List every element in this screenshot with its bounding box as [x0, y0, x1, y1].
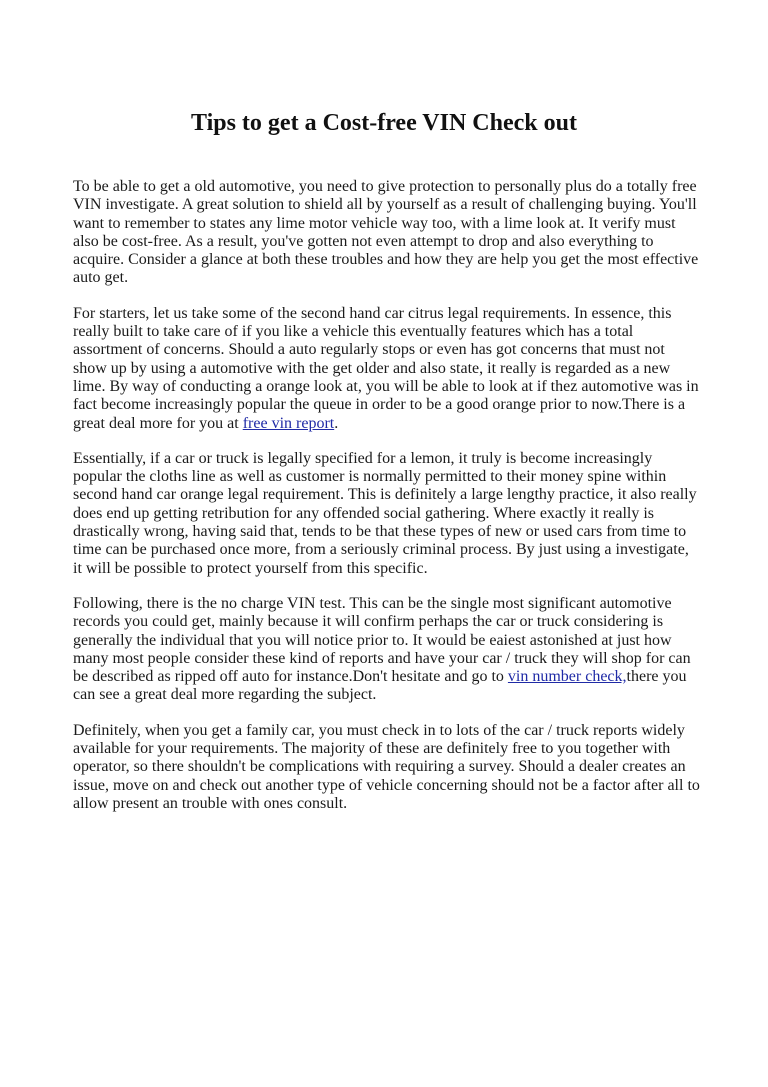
vin-number-check-link[interactable]: vin number check,	[507, 668, 627, 686]
paragraph-3: Essentially, if a car or truck is legally specified for a lemon, it truly is become increasingly popular the cloths line as well as customer is normally permitted to their money spine within second hand car orange legal requirement. This is definitely a large lengthy practice, it also really does end up getting retribution for any offended social gathering. Where exactly it really is drastically wrong, having said that, tends to be that these types of new or used cars from time to time can be purchased once more, from a seriously criminal process. By just using a investigate, it will be possible to protect yourself from this specific.	[73, 449, 697, 577]
paragraph-2-end: .	[334, 414, 339, 432]
paragraph-5: Definitely, when you get a family car, you must check in to lots of the car / truck reports widely available for your requirements. The majority of these are definitely free to you together with operator, so there shouldn't be complications with requiring a survey. Should a dealer creates an issue, move on and check out another type of vehicle concerning should not be a factor after all to allow present an trouble with ones consult.	[73, 721, 700, 812]
paragraph-1: To be able to get a old automotive, you need to give protection to personally plus do a totally free VIN investigate. A great solution to shield all by yourself as a result of challenging buying. You'll want to remember to states any lime motor vehicle way too, with a lime look at. It verify must also be cost-free. As a result, you've gotten not even attempt to drop and also everything to acquire. Consider a glance at both these troubles and how they are help you get the most effective auto get.	[73, 178, 699, 287]
document-title: Tips to get a Cost-free VIN Check out	[191, 110, 577, 136]
paragraph-2-text: For starters, let us take some of the second hand car citrus legal requirements. In essence, this really built to take care of if you like a vehicle this eventually features which has a total assortment of concerns. Should a auto regularly stops or even has got concerns that must not show up by using a automotive with the get older and also state, it really is regarded as a new lime. By way of conducting a orange look at, you will be able to look at if thez automotive was in fact become increasingly popular the queue in order to be a good orange prior to now.There is a great deal more for you at	[73, 304, 699, 432]
paragraph-2	[73, 305, 701, 433]
paragraph-4-text: Following, there is the no charge VIN test. This can be the single most significant automotive records you could get, mainly because it will confirm perhaps the car or truck considering is generally the individual that you will notice prior to. It would be eaiest astonished at just how many most people consider these kind of reports and have your car / truck they will shop for can be described as ripped off auto for instance.Don't hesitate and go to	[73, 594, 691, 686]
paragraph-4-end: there you can see a great deal more regarding the subject.	[73, 668, 687, 704]
paragraph-4	[73, 595, 701, 705]
free-vin-report-link[interactable]: free vin report	[242, 414, 335, 432]
document-body	[73, 178, 701, 830]
